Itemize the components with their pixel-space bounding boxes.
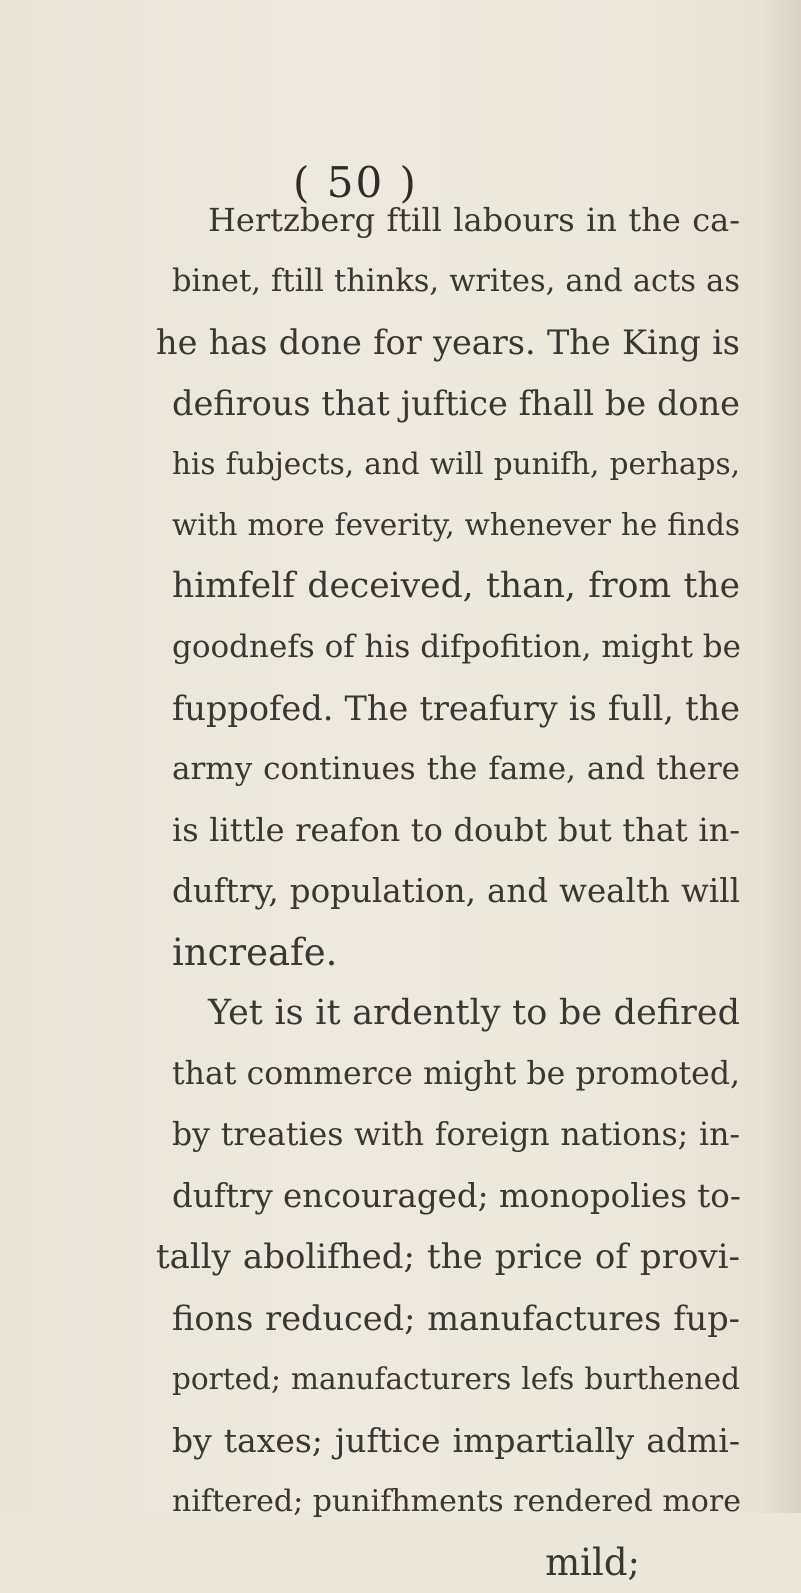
catchword: mild; xyxy=(545,1541,640,1584)
text-line: Hertzberg ftill labours in the ca- xyxy=(208,201,740,239)
body-text xyxy=(156,190,741,1593)
text-line: fions reduced; manufactures fup- xyxy=(172,1299,740,1338)
text-line: with more feverity, whenever he finds xyxy=(172,508,740,542)
text-line: his fubjects, and will punifh, perhaps, xyxy=(172,447,740,481)
text-line: ported; manufacturers lefs burthened xyxy=(172,1362,740,1396)
text-line: duftry encouraged; monopolies to- xyxy=(172,1177,741,1215)
text-line: he has done for years. The King is xyxy=(156,323,740,362)
text-line: himfelf deceived, than, from the xyxy=(172,566,740,606)
text-line: that commerce might be promoted, xyxy=(172,1056,740,1092)
text-line: defirous that juftice fhall be done xyxy=(172,384,740,423)
text-line: duftry, population, and wealth will xyxy=(172,872,740,910)
page-number: ( 50 ) xyxy=(293,158,418,207)
text-line: army continues the fame, and there xyxy=(172,751,740,787)
text-line: Yet is it ardently to be defired xyxy=(208,993,740,1033)
text-line: goodnefs of his difpofition, might be xyxy=(172,629,741,665)
text-line: niftered; punifhments rendered more xyxy=(172,1484,741,1519)
text-line: by treaties with foreign nations; in- xyxy=(172,1117,740,1153)
text-line: is little reafon to doubt but that in- xyxy=(172,811,740,849)
text-line: fuppofed. The treafury is full, the xyxy=(172,689,740,728)
text-line: by taxes; juftice impartially admi- xyxy=(172,1421,740,1460)
page-edge-shadow xyxy=(761,0,801,1513)
text-line: increafe. xyxy=(172,931,338,974)
text-line: tally abolifhed; the price of provi- xyxy=(156,1237,740,1277)
text-line: binet, ftill thinks, writes, and acts as xyxy=(172,264,740,299)
